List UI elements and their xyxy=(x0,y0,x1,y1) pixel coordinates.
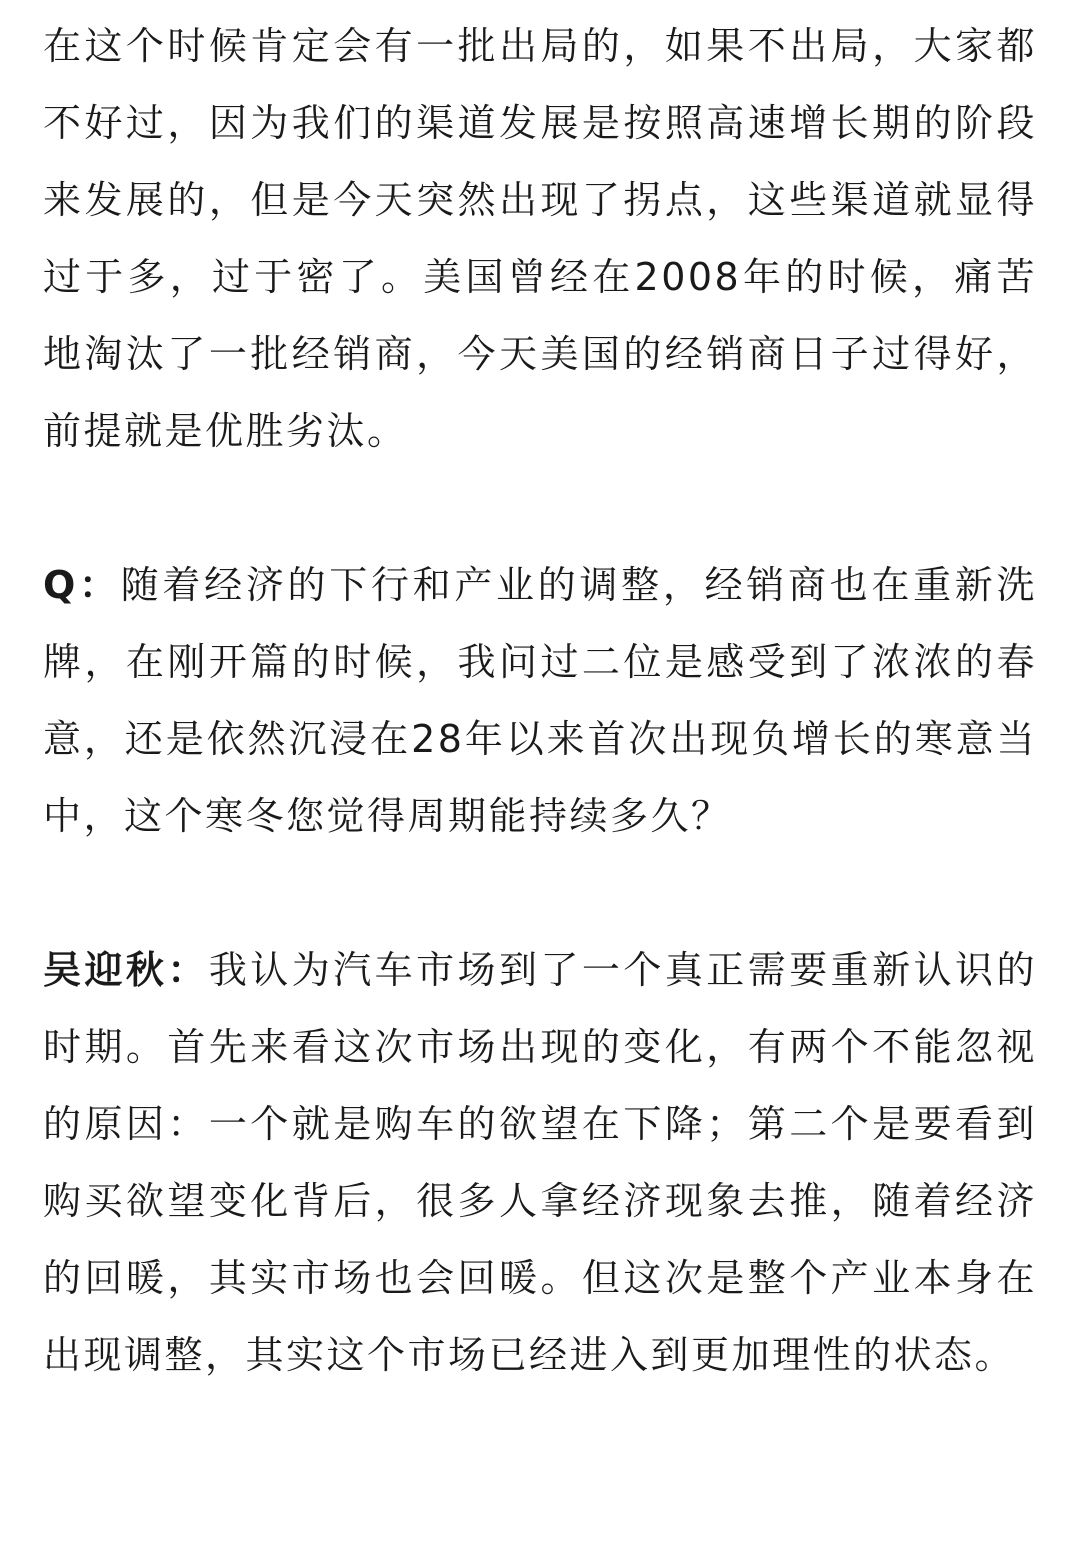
paragraph-text: 随着经济的下行和产业的调整，经销商也在重新洗牌，在刚开篇的时候，我问过二位是感受到了浓浓的春意，还是依然沉浸在28年以来首次出现负增长的寒意当中，这个寒冬您觉得周期能持续多久？ xyxy=(43,563,1037,838)
paragraph-text: 在这个时候肯定会有一批出局的，如果不出局，大家都不好过，因为我们的渠道发展是按照高速增长期的阶段来发展的，但是今天突然出现了拐点，这些渠道就显得过于多，过于密了。美国曾经在2008年的时候，痛苦地淘汰了一批经销商，今天美国的经销商日子过得好，前提就是优胜劣汰。 xyxy=(43,24,1037,453)
speaker-label: 吴迎秋： xyxy=(43,948,209,992)
paragraph-dealer-elimination xyxy=(43,8,1037,470)
paragraph-question xyxy=(43,547,1037,855)
paragraph-text: 我认为汽车市场到了一个真正需要重新认识的时期。首先来看这次市场出现的变化，有两个不能忽视的原因：一个就是购车的欲望在下降；第二个是要看到购买欲望变化背后，很多人拿经济现象去推，随着经济的回暖，其实市场也会回暖。但这次是整个产业本身在出现调整，其实这个市场已经进入到更加理性的状态。 xyxy=(43,948,1037,1377)
paragraph-answer xyxy=(43,932,1037,1394)
speaker-label: Q： xyxy=(43,563,121,607)
article-body xyxy=(43,8,1037,1394)
